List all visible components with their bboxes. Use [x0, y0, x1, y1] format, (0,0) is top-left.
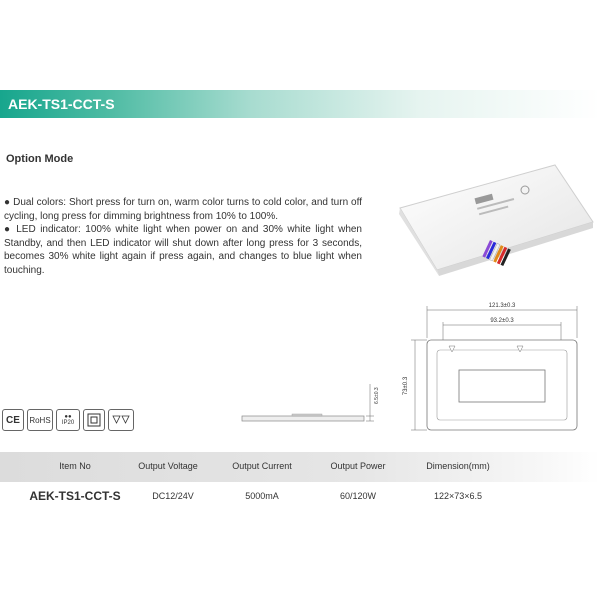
- inner-width-dimension: 93.2±0.3: [490, 318, 514, 324]
- overall-width-dimension: 121.3±0.3: [488, 303, 516, 309]
- product-photo: [395, 160, 595, 285]
- section-title: Option Mode: [6, 153, 74, 165]
- description-led-indicator: ● LED indicator: 100% white light when power on and 30% white light when Standby, and then LED indicator will shut down after long press for 3 seconds, becomes 30% white light again if press again, and changes to blue light when touching.: [4, 224, 362, 276]
- certification-icons: [2, 409, 134, 433]
- ip20-label: IP20: [61, 420, 75, 426]
- header-bar: [0, 90, 600, 118]
- fire-rated-icon: [108, 409, 134, 431]
- rohs-icon: RoHS: [27, 409, 53, 431]
- ip20-drops-icon: ●●: [64, 414, 72, 420]
- cell-item-no: AEK-TS1-CCT-S: [29, 489, 121, 503]
- cell-dimension: 122×73×6.5: [433, 491, 483, 501]
- cell-output-current: 5000mA: [245, 491, 279, 501]
- col-item-no: Item No: [59, 461, 91, 471]
- class-ii-icon: [83, 409, 105, 431]
- height-dimension: 73±0.3: [403, 376, 409, 396]
- ip20-icon: [56, 409, 80, 431]
- col-dimension: Dimension(mm): [426, 461, 490, 471]
- col-output-current: Output Current: [232, 461, 292, 471]
- cell-output-power: 60/120W: [339, 491, 377, 501]
- ce-icon: CE: [2, 409, 24, 431]
- product-title: AEK-TS1-CCT-S: [8, 96, 115, 112]
- col-output-power: Output Power: [330, 461, 386, 471]
- triangle-f-icon: [112, 414, 130, 426]
- double-square-icon: [87, 413, 101, 427]
- side-profile-drawing: [232, 370, 382, 430]
- front-dimension-drawing: [395, 298, 595, 438]
- col-output-voltage: Output Voltage: [138, 461, 198, 471]
- thickness-dimension: 6.5±0.3: [374, 387, 380, 404]
- description: [4, 196, 362, 277]
- description-dual-colors: ● Dual colors: Short press for turn on, warm color turns to cold color, and turn off cycling, long press for dimming brightness from 10% to 100%.: [4, 197, 362, 222]
- cell-output-voltage: DC12/24V: [152, 491, 194, 501]
